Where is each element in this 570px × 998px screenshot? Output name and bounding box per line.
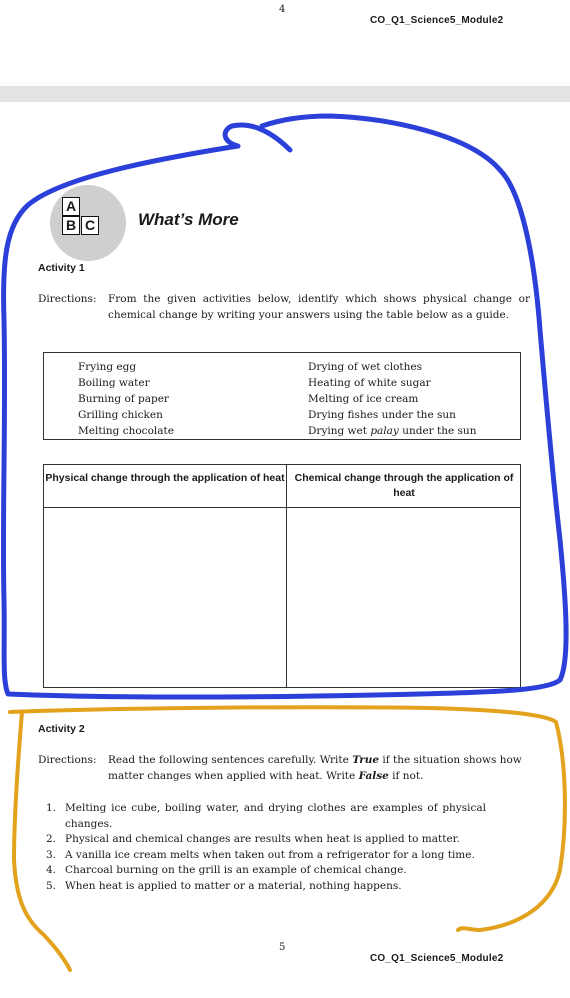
answer-table bbox=[43, 464, 521, 688]
table-header-physical: Physical change through the application of heat bbox=[45, 472, 285, 484]
chemical-answer-cell[interactable] bbox=[287, 508, 522, 688]
page-number-top: 4 bbox=[279, 4, 286, 15]
directions-label: Directions: bbox=[38, 754, 97, 766]
statement-text: A vanilla ice cream melts when taken out from a refrigerator for a long time. bbox=[65, 848, 475, 861]
statement-item bbox=[46, 801, 486, 832]
list-item: Grilling chicken bbox=[78, 409, 163, 421]
list-item: Heating of white sugar bbox=[308, 377, 431, 389]
section-title: What’s More bbox=[138, 210, 239, 229]
activities-list-left bbox=[78, 359, 174, 439]
activities-list-right bbox=[308, 359, 476, 439]
list-item: Melting chocolate bbox=[78, 425, 174, 437]
statement-text: Charcoal burning on the grill is an example of chemical change. bbox=[65, 864, 407, 876]
statement-item bbox=[46, 879, 486, 895]
statements-list bbox=[46, 801, 486, 894]
directions-part1: Read the following sentences carefully. Write bbox=[108, 754, 353, 766]
directions-text bbox=[108, 753, 528, 784]
list-item: Melting of ice cream bbox=[308, 393, 419, 405]
statement-item bbox=[46, 863, 486, 879]
list-item: Boiling water bbox=[78, 377, 150, 389]
statement-number: 5. bbox=[46, 879, 57, 892]
activity1-heading: Activity 1 bbox=[38, 262, 85, 274]
table-header-chemical: Chemical change through the application of heat bbox=[294, 472, 514, 499]
statement-number: 4. bbox=[46, 864, 57, 876]
abc-letter-b: B bbox=[62, 216, 80, 235]
directions-true: True bbox=[352, 754, 380, 766]
statement-item bbox=[46, 832, 486, 848]
activity2-directions bbox=[38, 753, 532, 785]
directions-label: Directions: bbox=[38, 293, 97, 305]
module-code-bottom: CO_Q1_Science5_Module2 bbox=[370, 953, 504, 964]
abc-letter-c: C bbox=[81, 216, 99, 235]
statement-text: When heat is applied to matter or a material, nothing happens. bbox=[65, 879, 402, 892]
abc-letter-a: A bbox=[62, 197, 80, 216]
statement-text: Physical and chemical changes are results when heat is applied to matter. bbox=[65, 833, 460, 845]
physical-answer-cell[interactable] bbox=[44, 508, 286, 688]
statement-text: Melting ice cube, boiling water, and drying clothes are examples of physical changes. bbox=[65, 802, 486, 830]
module-code-top: CO_Q1_Science5_Module2 bbox=[370, 15, 504, 26]
page-number-bottom: 5 bbox=[279, 942, 286, 953]
list-item: Frying egg bbox=[78, 361, 137, 373]
list-item: Drying of wet clothes bbox=[308, 361, 422, 373]
list-item bbox=[308, 423, 476, 439]
activity2-heading: Activity 2 bbox=[38, 723, 85, 735]
activity1-directions bbox=[38, 292, 532, 340]
directions-false: False bbox=[358, 769, 389, 782]
statement-item bbox=[46, 848, 486, 864]
list-item-prefix: Drying wet bbox=[308, 425, 371, 437]
list-item-suffix: under the sun bbox=[398, 425, 477, 437]
statement-number: 3. bbox=[46, 848, 57, 861]
list-item: Burning of paper bbox=[78, 393, 169, 405]
abc-badge bbox=[50, 185, 126, 261]
list-item: Drying fishes under the sun bbox=[308, 409, 456, 421]
statement-number: 1. bbox=[46, 802, 57, 814]
directions-part3: if not. bbox=[388, 769, 424, 782]
list-item-italic: palay bbox=[370, 425, 399, 437]
directions-text: From the given activities below, identify which shows physical change or chemical change by writing your answers using the table below as a guide. bbox=[108, 293, 530, 321]
page-divider-band bbox=[0, 86, 570, 102]
activities-list-box bbox=[43, 352, 521, 440]
statement-number: 2. bbox=[46, 833, 57, 845]
directions-part2: if the situation shows how matter changes when applied with heat. Write bbox=[108, 754, 522, 782]
